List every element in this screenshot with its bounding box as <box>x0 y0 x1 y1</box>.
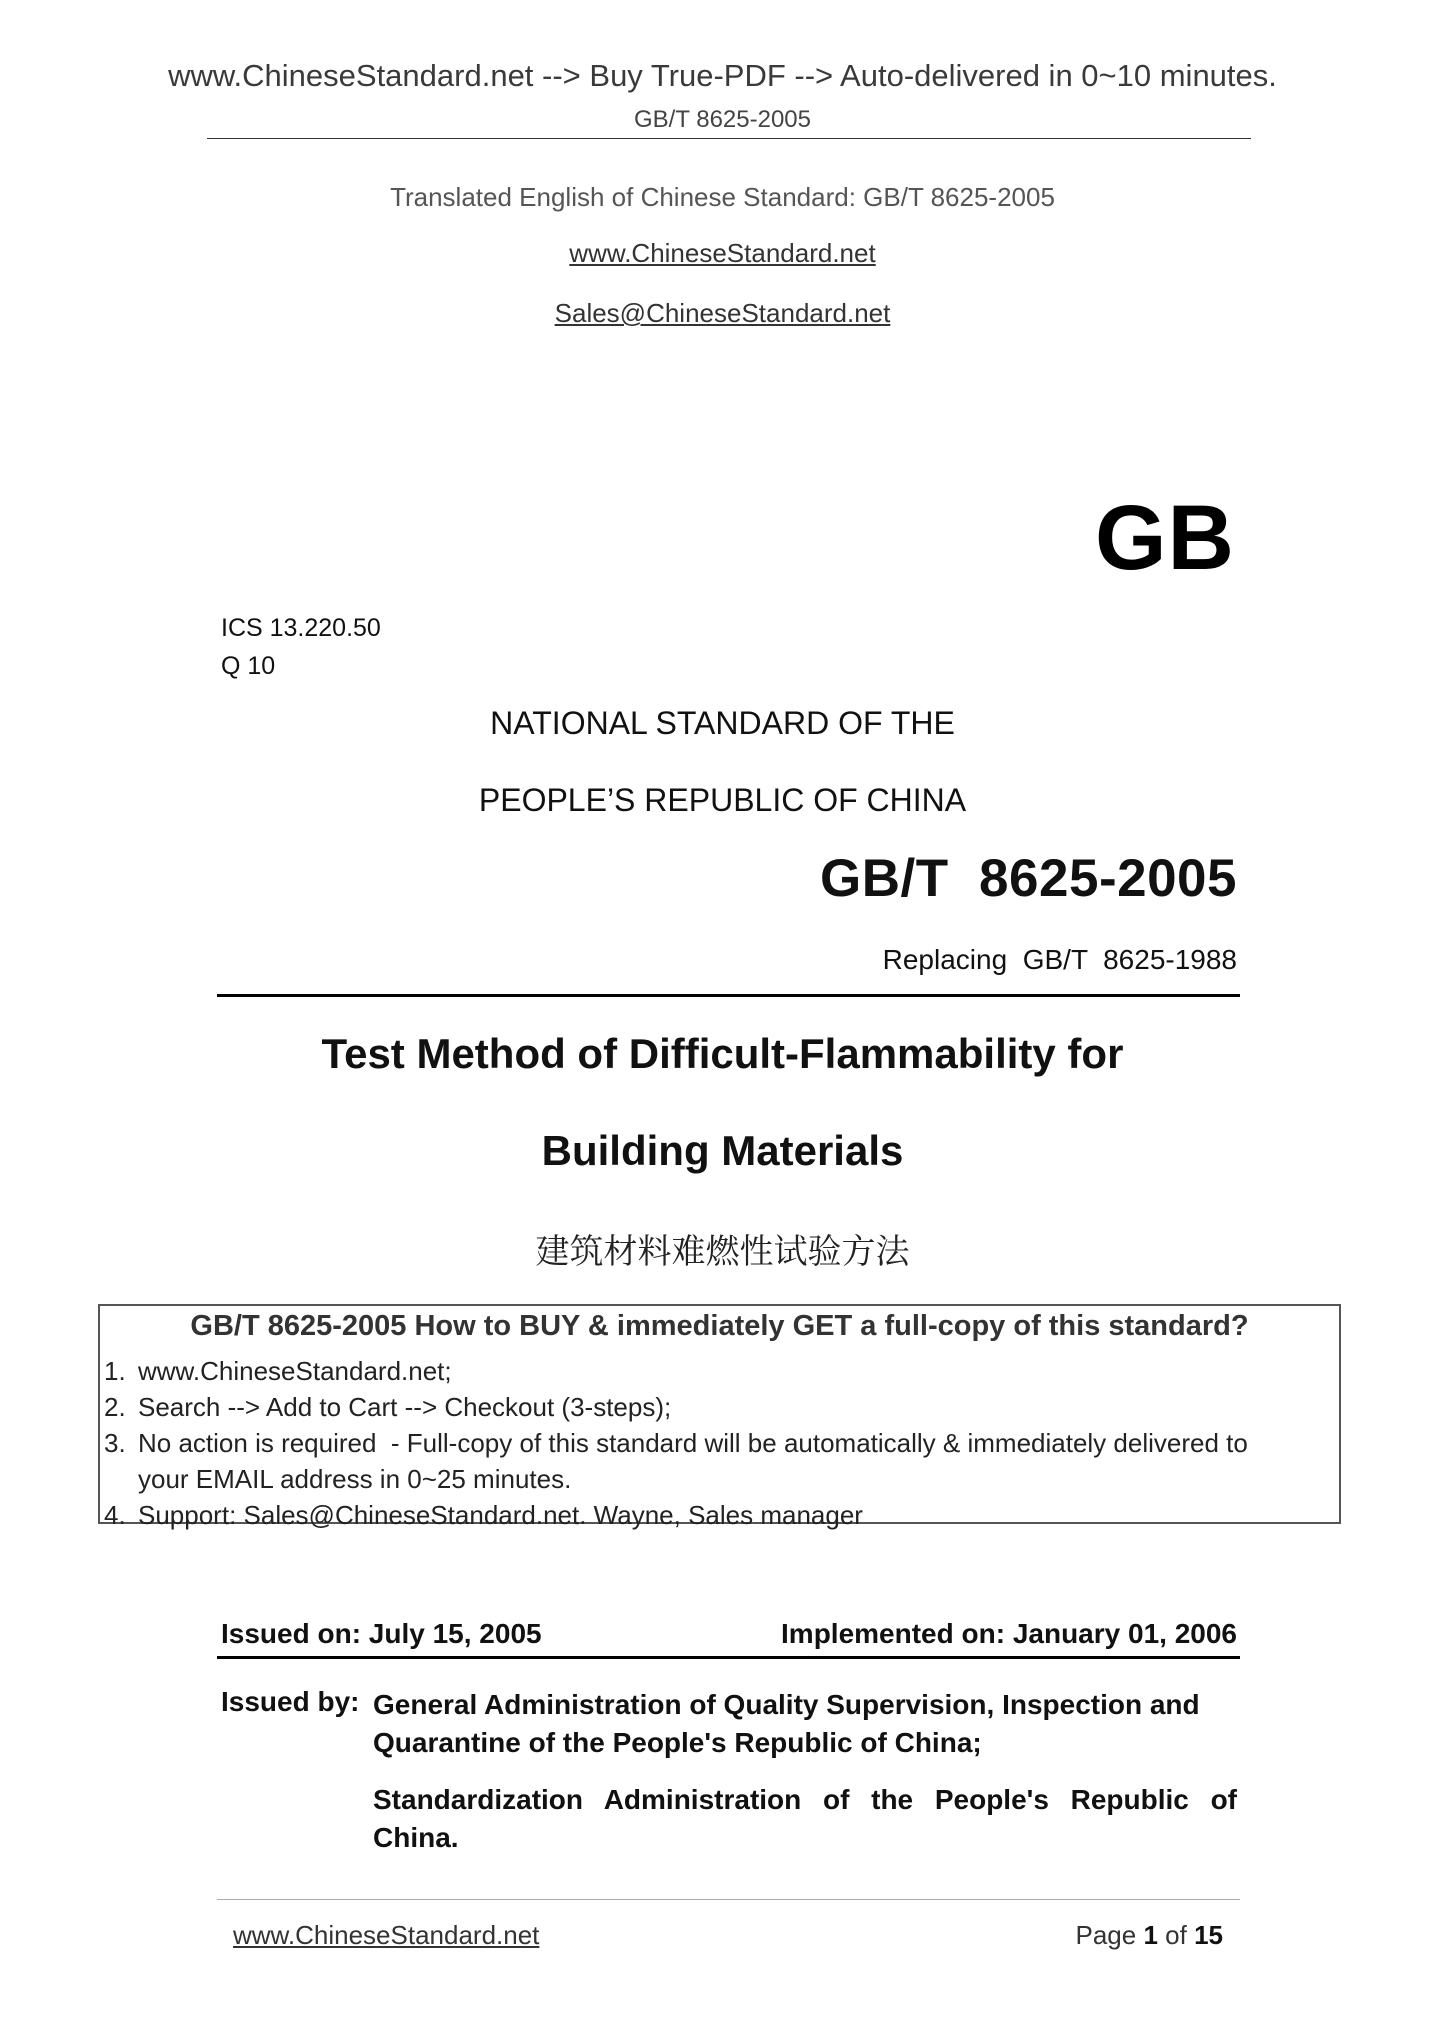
footer-site-link[interactable]: www.ChineseStandard.net <box>233 1920 540 1950</box>
site-link[interactable]: www.ChineseStandard.net <box>569 238 876 268</box>
buy-step-text: No action is required - Full-copy of this standard will be automatically & immediately delivered to <box>138 1428 1248 1458</box>
page-indicator <box>1075 1920 1223 1951</box>
buy-step-text: Support: Sales@ChineseStandard.net. Wayne, Sales manager <box>138 1500 863 1530</box>
buy-step-number: 4. <box>104 1500 126 1530</box>
header-standard-code: GB/T 8625-2005 <box>633 106 811 133</box>
page-current: 1 <box>1143 1920 1158 1950</box>
title-divider <box>217 994 1240 997</box>
replacing-note: Replacing GB/T 8625-1988 <box>882 944 1237 975</box>
buy-step-text: Search --> Add to Cart --> Checkout (3-steps); <box>138 1392 672 1422</box>
page-of: of <box>1165 1920 1187 1950</box>
standard-number: GB/T 8625-2005 <box>819 849 1237 908</box>
buy-step-number: 1. <box>104 1356 126 1386</box>
buy-step-2 <box>104 1392 671 1423</box>
buy-step-1 <box>104 1356 452 1387</box>
email-link-wrap <box>0 298 1445 329</box>
national-standard-line2: PEOPLE’S REPUBLIC OF CHINA <box>478 782 967 818</box>
buy-step-number: 3. <box>104 1428 126 1458</box>
issued-on: Issued on: July 15, 2005 <box>221 1618 542 1649</box>
site-link-wrap <box>0 238 1445 269</box>
top-banner: www.ChineseStandard.net --> Buy True-PDF --> Auto-delivered in 0~10 minutes. <box>168 58 1277 93</box>
page-prefix: Page <box>1075 1920 1137 1950</box>
issuer-1: General Administration of Quality Supervision, Inspection and Quarantine of the People's Republic of China; <box>373 1689 1200 1758</box>
national-standard-line1: NATIONAL STANDARD OF THE <box>490 705 955 741</box>
translated-note: Translated English of Chinese Standard: GB/T 8625-2005 <box>390 182 1055 212</box>
buy-step-text: your EMAIL address in 0~25 minutes. <box>138 1464 572 1494</box>
buy-info-box <box>98 1304 1341 1530</box>
issued-by-label: Issued by: <box>221 1686 360 1717</box>
header-divider <box>207 138 1251 139</box>
buy-step-text: www.ChineseStandard.net; <box>138 1356 452 1386</box>
title-chinese: 建筑材料难燃性试验方法 <box>535 1232 910 1272</box>
email-link[interactable]: Sales@ChineseStandard.net <box>554 298 891 328</box>
buy-step-4 <box>104 1500 863 1531</box>
dates-divider <box>217 1656 1240 1659</box>
buy-box-heading: GB/T 8625-2005 How to BUY & immediately GET a full-copy of this standard? <box>190 1310 1249 1342</box>
title-line1: Test Method of Difficult-Flammability for <box>321 1030 1124 1077</box>
q-code: Q 10 <box>221 652 276 680</box>
title-line2: Building Materials <box>541 1127 904 1174</box>
issuer-2: Standardization Administration of the People's Republic of China. <box>373 1784 1237 1853</box>
buy-step-number: 2. <box>104 1392 126 1422</box>
footer-site-wrap <box>233 1920 539 1951</box>
buy-step-3-cont <box>104 1464 571 1495</box>
implemented-on: Implemented on: January 01, 2006 <box>781 1618 1237 1649</box>
page-total: 15 <box>1194 1920 1223 1950</box>
gb-mark: GB <box>1095 487 1235 589</box>
ics-code: ICS 13.220.50 <box>221 614 381 642</box>
footer-divider <box>217 1899 1240 1900</box>
buy-step-3 <box>104 1428 1248 1459</box>
